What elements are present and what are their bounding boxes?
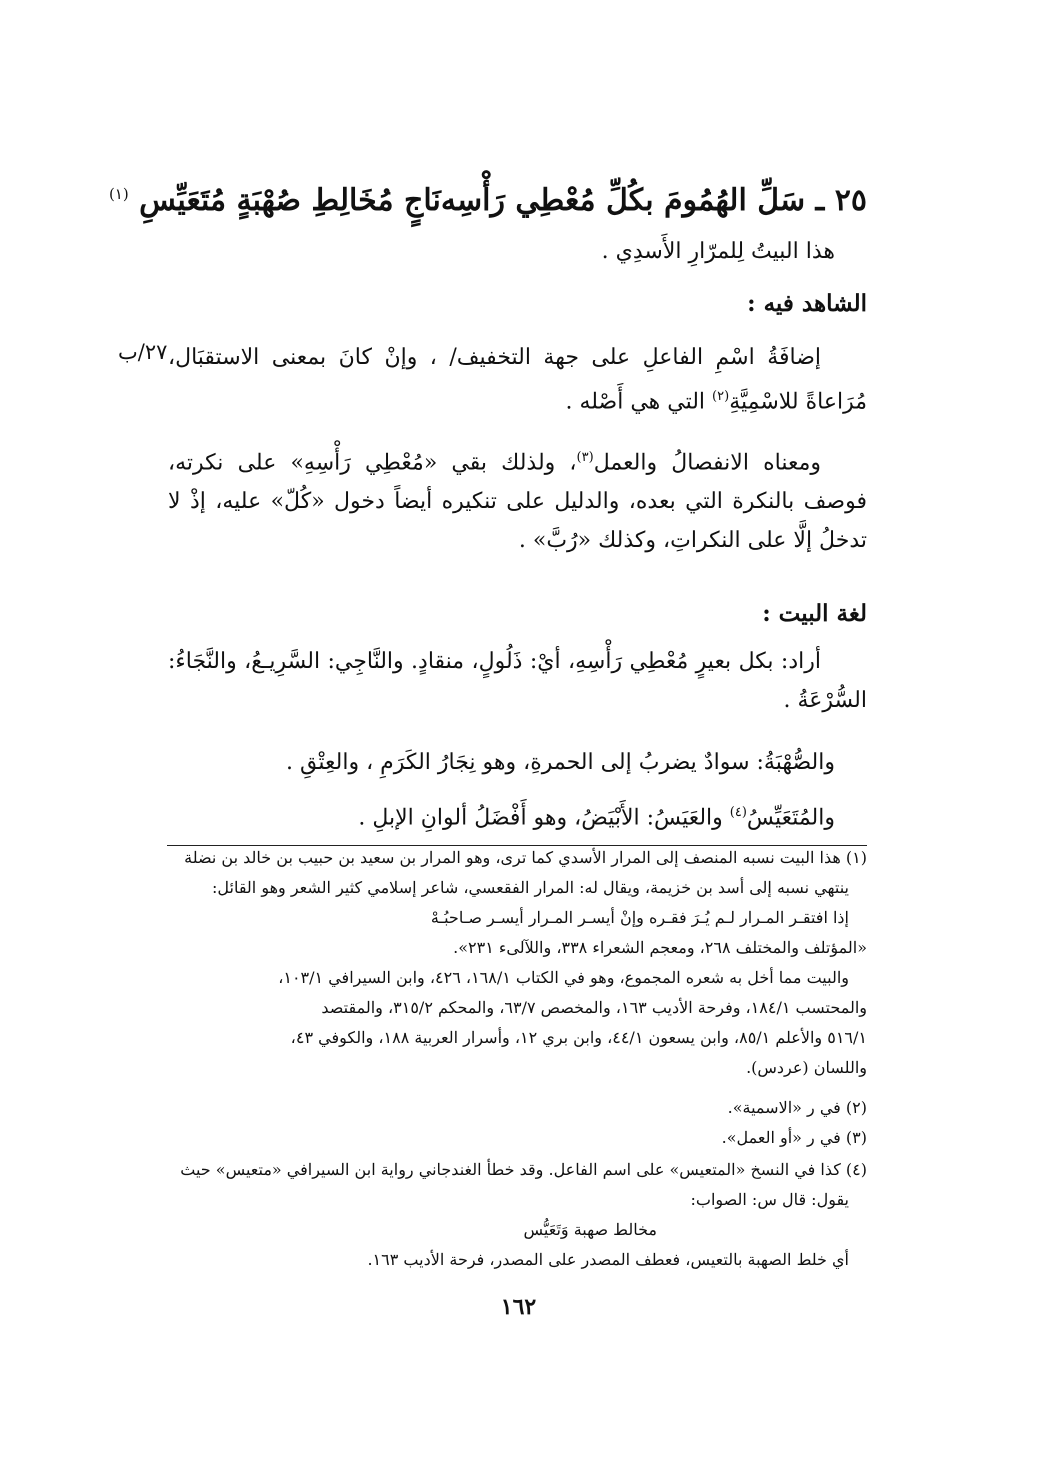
footnote-3: (٣) في ر «أو العمل». bbox=[721, 1128, 867, 1147]
footnote-4-line: أي خلط الصهبة بالتعيس، فعطف المصدر على المصدر، فرحة الأديب ١٦٣. bbox=[367, 1250, 849, 1269]
footnote-ref-4: (٤) bbox=[729, 805, 747, 820]
line-suhba: والصُّهْبَةُ: سوادٌ يضربُ إلى الحمرةِ، وهو نِجَارُ الكَرَمِ ، والعِتْقِ . bbox=[286, 750, 835, 775]
footnote-1-line: والبيت مما أخل به شعره المجموع، وهو في الكتاب ١٦٨/١، ٤٢٦، وابن السيرافي ١٠٣/١، bbox=[278, 968, 849, 987]
footnote-4-line: (٤) كذا في النسخ «المتعيس» على اسم الفاعل. وقد خطأ الغندجاني رواية ابن السيرافي «متعيس» حيث bbox=[180, 1160, 867, 1179]
footnote-ref-3: (٣) bbox=[576, 450, 594, 465]
verse-second-hemistich: نَاجٍ مُخَالِطِ صُهْبَةٍ مُتَعَيِّسِ $^{(١)}$ bbox=[108, 183, 441, 218]
footnote-1-line: والمحتسب ١٨٤/١، وفرحة الأديب ١٦٣، والمخصص ٦٣/٧، والمحكم ٣١٥/٢، والمقتصد bbox=[321, 998, 867, 1017]
footnote-1-line: واللسان (عردس). bbox=[746, 1058, 867, 1077]
footnote-4 bbox=[118, 1155, 867, 1275]
footnote-ref-2: (٢) bbox=[712, 389, 730, 404]
folio-marker: ٢٧/ب bbox=[118, 340, 168, 364]
footnote-1-line: «المؤتلف والمختلف ٢٦٨، ومعجم الشعراء ٣٣٨، واللآلىء ٢٣١». bbox=[453, 938, 867, 957]
paragraph-shahid: إضافَةُ اسْمِ الفاعلِ على جهة التخفيف/ ، وإنْ كانَ بمعنى الاستقبَال، مُرَاعاةً للاسْمِيَّةِ$^{(٢)}$ التي هي أَصْله . bbox=[168, 345, 867, 415]
footnote-1 bbox=[118, 843, 867, 1083]
footnote-1-line: (١) هذا البيت نسبه المنصف إلى المرار الأسدي كما ترى، وهو المرار بن سعيد بن حبيب بن خالد بن نضلة bbox=[184, 848, 867, 867]
footnote-2: (٢) في ر «الاسمية». bbox=[727, 1098, 867, 1117]
verse-attribution: هذا البيتُ لِلمرّارِ الأَسدِي . bbox=[601, 239, 835, 264]
footnote-1-line: ينتهي نسبه إلى أسد بن خزيمة، ويقال له: المرار الفقعسي، شاعر إسلامي كثير الشعر وهو القائل: bbox=[211, 878, 849, 897]
line-mutaayyis: والمُتَعَيِّسُ$^{(٤)}$ والعَيَسُ: الأَبْيَضُ، وهو أَفْضَلُ ألوانِ الإبلِ . bbox=[358, 805, 835, 831]
verse-first-hemistich: ٢٥ ـ سَلِّ الهُمُومَ بكُلِّ مُعْطِي رَأْسِه bbox=[440, 183, 867, 218]
verse-line bbox=[108, 172, 867, 223]
paragraph-lugha: أراد: بكل بعيرٍ مُعْطِي رَأْسِهِ، أيْ: ذَلُولٍ، منقادٍ. والنَّاجِي: السَّرِيـعُ، والنَّجَاءُ: السُّرْعَةُ . bbox=[168, 649, 867, 713]
page-number: ١٦٢ bbox=[500, 1294, 537, 1320]
section-heading-shahid: الشاهد فيه : bbox=[747, 290, 867, 317]
footnote-4-line: يقول: قال س: الصواب: bbox=[690, 1190, 849, 1209]
footnote-ref-1: (١) bbox=[108, 185, 129, 203]
paragraph-meaning: ومعناه الانفصالُ والعمل$^{(٣)}$، ولذلك بقي «مُعْطِي رَأْسِهِ» على نكرته، فوصف بالنكرة التي بعده، والدليل على تنكيره أيضاً دخول «كُلّ» عليه، إذْ لا تدخلُ إلَّا على النكراتِ، وكذلك «رُبَّ» . bbox=[168, 450, 867, 554]
footnote-1-line: ٥١٦/١ والأعلم ٨٥/١، وابن يسعون ٤٤/١، وابن بري ١٢، وأسرار العربية ١٨٨، والكوفي ٤٣، bbox=[290, 1028, 867, 1047]
footnote-1-poem: إذا افتقـر المـرار لـم يُـرَ فقـره وإنْ أيسـر المـرار أيسـر صـاحبُـهْ bbox=[430, 908, 849, 927]
section-heading-lugha: لغة البيت : bbox=[762, 600, 867, 627]
footnote-4-quote: مخالط صهبة وَتَعَيُّس bbox=[523, 1220, 657, 1239]
